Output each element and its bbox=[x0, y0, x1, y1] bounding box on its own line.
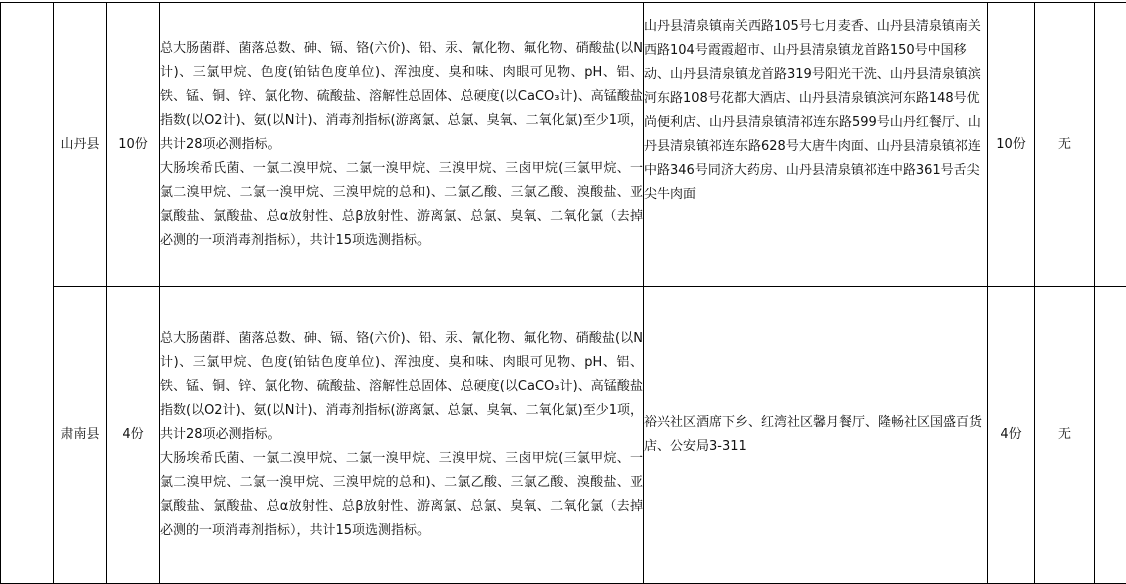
sample-count-cell: 10份 bbox=[107, 3, 160, 287]
empty-cell bbox=[1095, 287, 1126, 584]
remark-cell: 无 bbox=[1035, 3, 1095, 287]
required-items-text: 总大肠菌群、菌落总数、砷、镉、铬(六价)、铅、汞、氰化物、氟化物、硝酸盐(以N计)、三氯甲烷、色度(铂钴色度单位)、浑浊度、臭和味、肉眼可见物、pH、铝、铁、锰、铜、锌、氯化物、硫酸盐、溶解性总固体、总硬度(以CaCO₃计)、高锰酸盐指数(以O2计)、氨(以N计)、消毒剂指标(游离氯、总氯、臭氧、二氧化氯)至少1项，共计28项必测指标。 bbox=[160, 327, 643, 447]
sample-count-cell: 4份 bbox=[107, 287, 160, 584]
test-items-cell bbox=[160, 3, 644, 287]
optional-items-text: 大肠埃希氏菌、一氯二溴甲烷、二氯一溴甲烷、三溴甲烷、三卤甲烷(三氯甲烷、一氯二溴甲烷、二氯一溴甲烷、三溴甲烷的总和)、二氯乙酸、三氯乙酸、溴酸盐、亚氯酸盐、氯酸盐、总α放射性、总β放射性、游离氯、总氯、臭氧、二氧化氯（去掉必测的一项消毒剂指标），共计15项选测指标。 bbox=[160, 157, 643, 253]
empty-cell bbox=[1095, 3, 1126, 287]
left-margin-cell bbox=[1, 3, 54, 584]
sampling-locations-cell: 裕兴社区酒席下乡、红湾社区馨月餐厅、隆畅社区国盛百货店、公安局3-311 bbox=[644, 287, 988, 584]
test-items-cell bbox=[160, 287, 644, 584]
county-cell: 山丹县 bbox=[54, 3, 107, 287]
table-row bbox=[1, 3, 1126, 287]
count-cell: 10份 bbox=[988, 3, 1035, 287]
table-row bbox=[1, 287, 1126, 584]
count-cell: 4份 bbox=[988, 287, 1035, 584]
required-items-text: 总大肠菌群、菌落总数、砷、镉、铬(六价)、铅、汞、氰化物、氟化物、硝酸盐(以N计)、三氯甲烷、色度(铂钴色度单位)、浑浊度、臭和味、肉眼可见物、pH、铝、铁、锰、铜、锌、氯化物、硫酸盐、溶解性总固体、总硬度(以CaCO₃计)、高锰酸盐指数(以O2计)、氨(以N计)、消毒剂指标(游离氯、总氯、臭氧、二氧化氯)至少1项，共计28项必测指标。 bbox=[160, 37, 643, 157]
sampling-table bbox=[0, 2, 1126, 584]
county-cell: 肃南县 bbox=[54, 287, 107, 584]
sampling-locations-cell: 山丹县清泉镇南关西路105号七月麦香、山丹县清泉镇南关西路104号霞霞超市、山丹县清泉镇龙首路150号中国移动、山丹县清泉镇龙首路319号阳光干洗、山丹县清泉镇滨河东路108号花都大酒店、山丹县清泉镇滨河东路148号优尚便利店、山丹县清泉镇清祁连东路599号山丹红餐厅、山丹县清泉镇祁连东路628号大唐牛肉面、山丹县清泉镇祁连中路346号同济大药房、山丹县清泉镇祁连中路361号舌尖尖牛肉面 bbox=[644, 3, 988, 287]
remark-cell: 无 bbox=[1035, 287, 1095, 584]
optional-items-text: 大肠埃希氏菌、一氯二溴甲烷、二氯一溴甲烷、三溴甲烷、三卤甲烷(三氯甲烷、一氯二溴甲烷、二氯一溴甲烷、三溴甲烷的总和)、二氯乙酸、三氯乙酸、溴酸盐、亚氯酸盐、氯酸盐、总α放射性、总β放射性、游离氯、总氯、臭氧、二氧化氯（去掉必测的一项消毒剂指标），共计15项选测指标。 bbox=[160, 447, 643, 543]
